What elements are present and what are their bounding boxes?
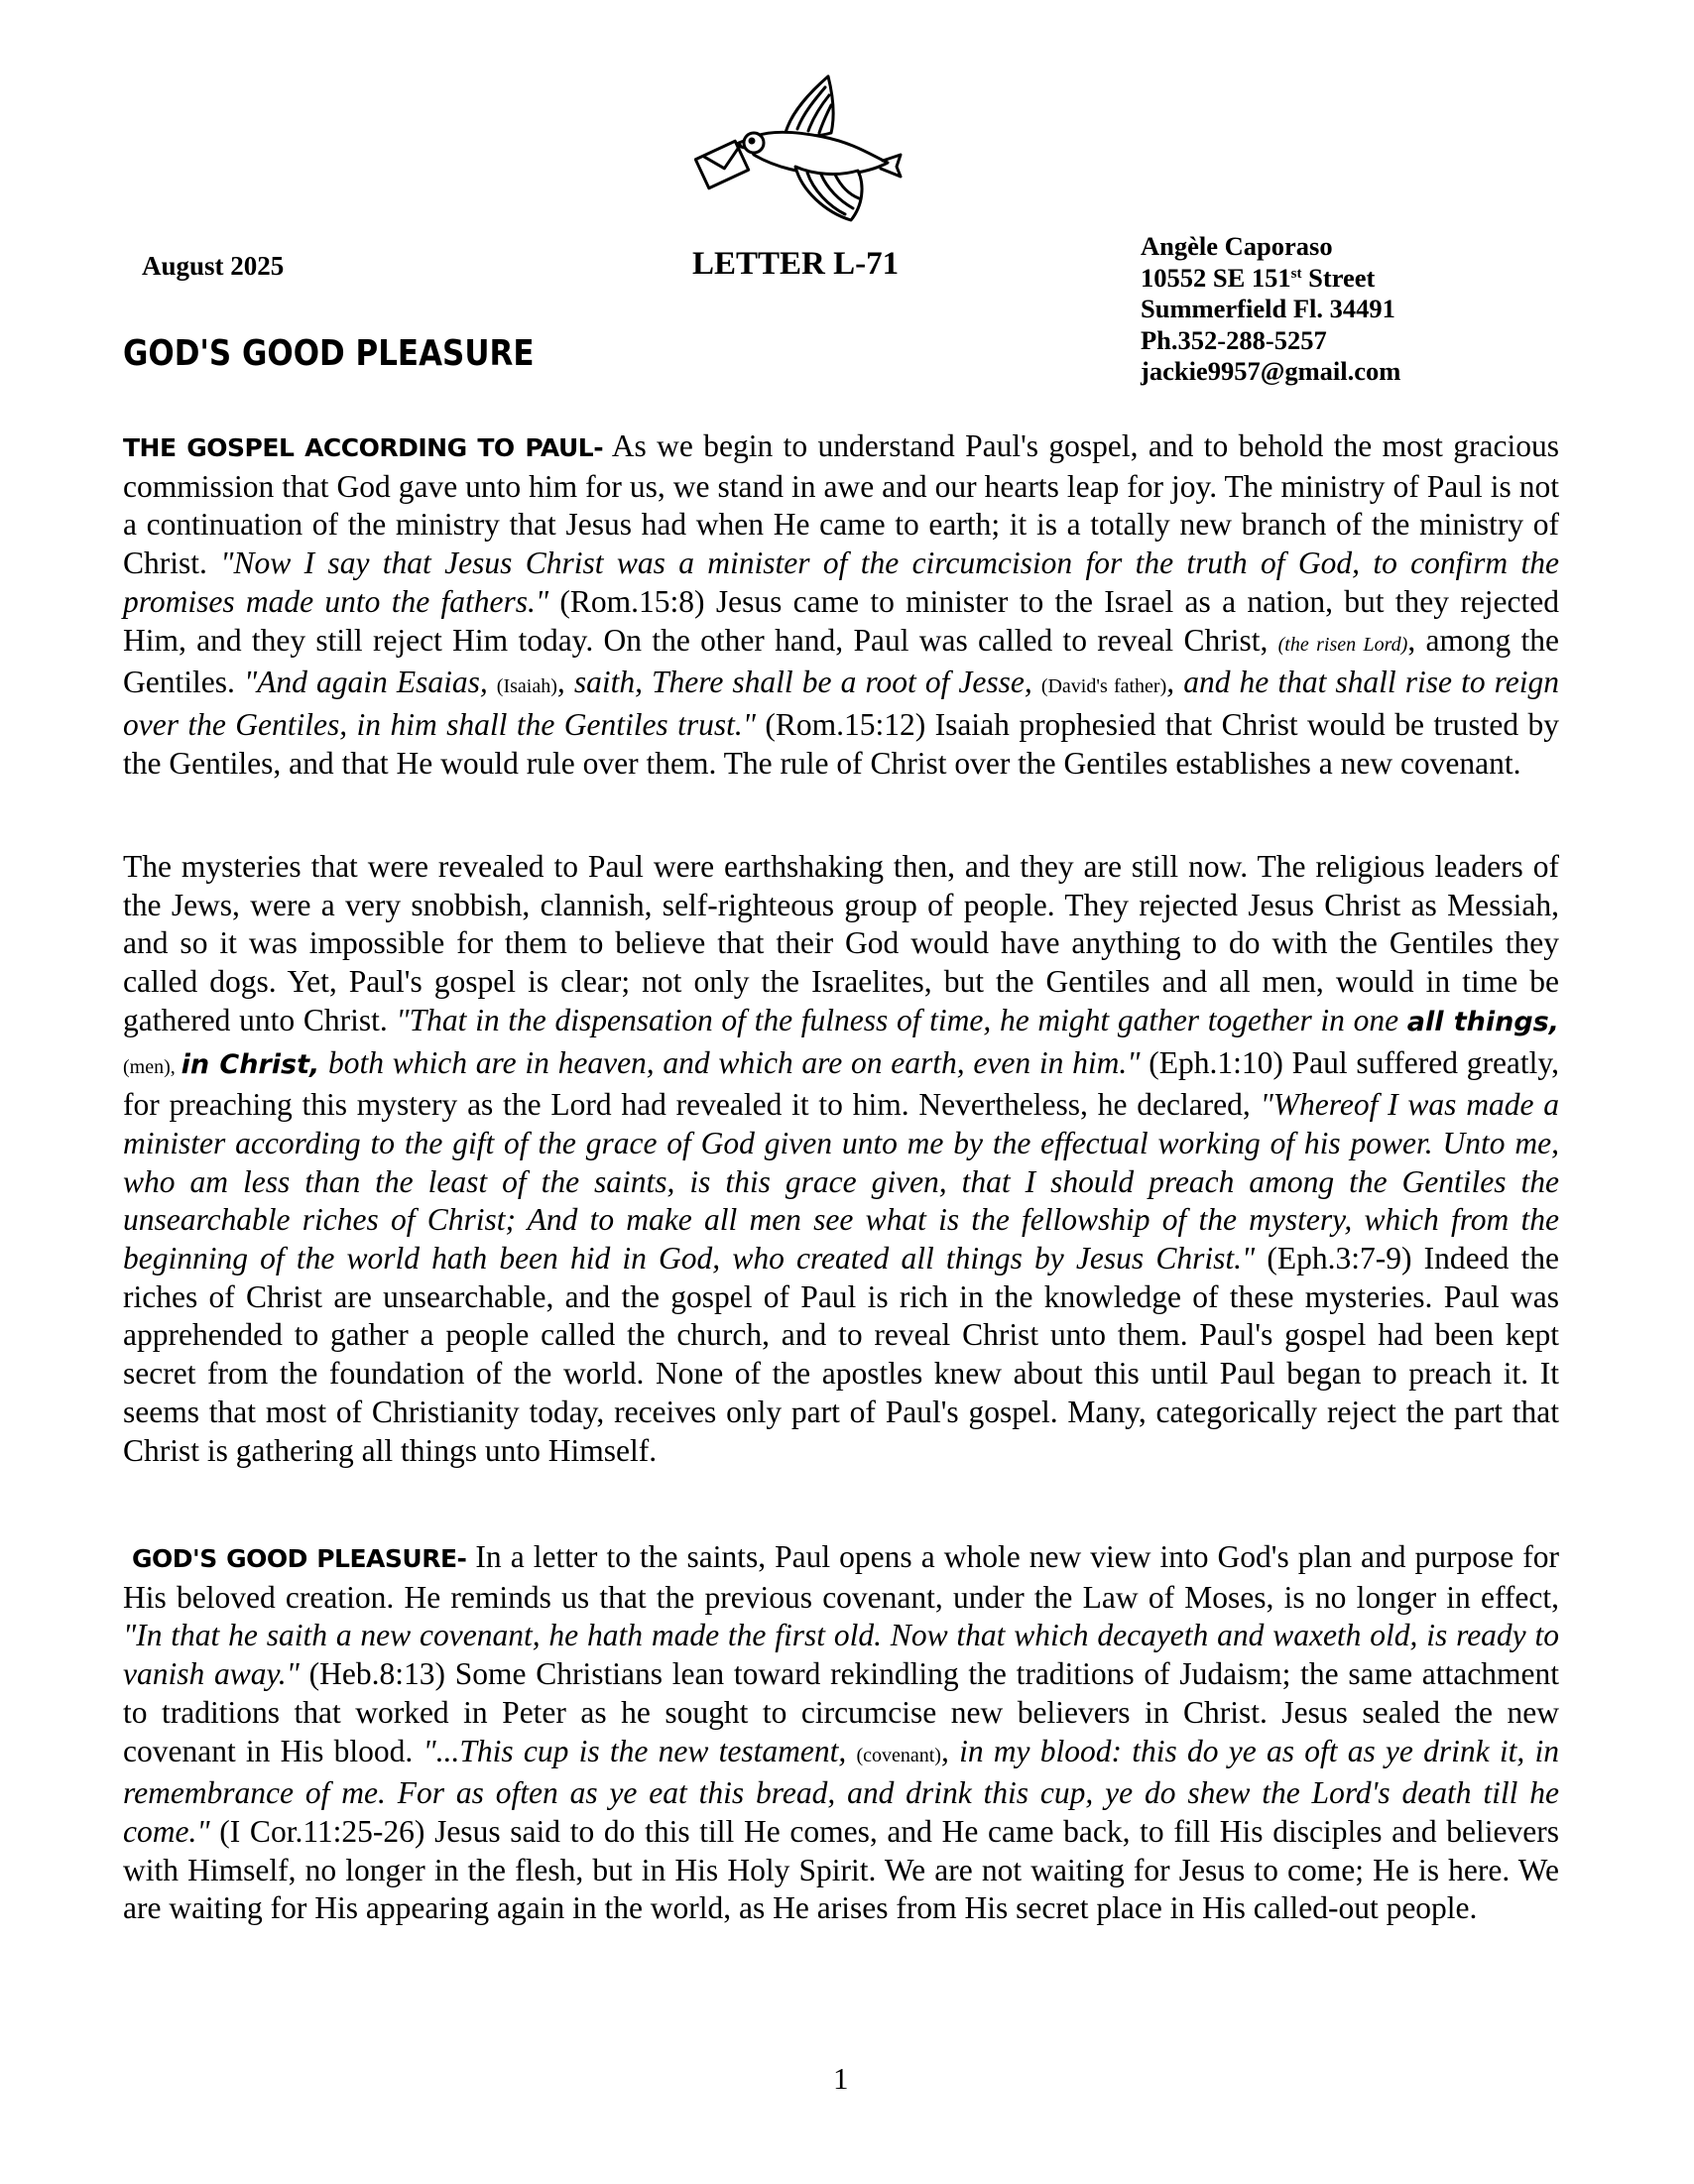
emphasis: in Christ,	[181, 1048, 320, 1080]
inline-note: (Isaiah)	[496, 675, 557, 698]
page-number: 1	[833, 2061, 849, 2096]
scripture-quote: "...This cup is the new testament,	[423, 1733, 857, 1768]
sender-street: 10552 SE 151st Street	[1141, 262, 1376, 293]
paragraph-mysteries: The mysteries that were revealed to Paul were earthshaking then, and they are still now. The religious leaders of the Jews, were a very snobbish, clannish, self-righteous group of people. They rejected Jesus Christ as Messiah, and so it was impossible for them to believe that their God would have anything to do with the Gentiles they called dogs. Yet, Paul's gospel is clear; not only the Israelites, but the Gentiles and all men, would in time be gathered unto Christ. "That in the dispensation of the fulness of time, he might gather together in one all things, (men), in Christ, both which are in heaven, and which are on earth, even in him." (Eph.1:10) Paul suffered greatly, for preaching this mystery as the Lord had revealed it to him. Nevertheless, he declared, "Whereof I was made a minister according to the gift of the grace of God given unto me by the effectual working of his power. Unto me, who am less than the least of the saints, is this grace given, that I should preach among the Gentiles the unsearchable riches of Christ; And to make all men see what is the fellowship of the mystery, which from the beginning of the world hath been hid in God, who created all things by Jesus Christ." (Eph.3:7-9) Indeed the riches of Christ are unsearchable, and the gospel of Paul is rich in the knowledge of these mysteries. Paul was apprehended to gather a people called the church, and to reveal Christ unto them. Paul's gospel had been kept secret from the foundation of the world. None of the apostles knew about this until Paul began to preach it. It seems that most of Christianity today, receives only part of Paul's gospel. Many, categorically reject the part that Christ is gathering all things unto Himself.	[123, 849, 1560, 1468]
dove-with-letter-icon	[694, 71, 903, 240]
sender-address	[1141, 231, 1400, 388]
letter-number: LETTER L-71	[692, 246, 900, 282]
sender-email: jackie9957@gmail.com	[1141, 356, 1401, 386]
scripture-quote: "And again Esaias,	[243, 665, 497, 700]
emphasis: all things,	[1406, 1006, 1560, 1037]
scripture-quote: "Now I say that Jesus Christ was a minister of the circumcision for the truth of God, to confirm the promises made unto the fathers."	[123, 546, 1560, 619]
scripture-quote: "That in the dispensation of the fulness of time, he might gather together in one	[396, 1002, 1407, 1037]
section-heading: GOD'S GOOD PLEASURE-	[132, 1544, 467, 1573]
sender-phone: Ph.352-288-5257	[1141, 324, 1327, 355]
scripture-quote: "Whereof I was made a minister according to the gift of the grace of God given unto me by the effectual working of his power. Unto me, who am less than the least of the saints, is this grace given, that I should preach among the Gentiles the unsearchable riches of Christ; And to make all men see what is the fellowship of the mystery, which from the beginning of the world hath been hid in God, who created all things by Jesus Christ."	[123, 1087, 1559, 1276]
letter-date: August 2025	[142, 251, 285, 281]
inline-note: (the risen Lord)	[1277, 633, 1408, 656]
section-heading: THE GOSPEL ACCORDING TO PAUL-	[123, 433, 604, 462]
scripture-quote: "In that he saith a new covenant, he hath made the first old. Now that which decayeth and waxeth old, is ready to vanish away."	[123, 1618, 1559, 1692]
document-title: GOD'S GOOD PLEASURE	[123, 333, 535, 374]
inline-note: (covenant)	[856, 1744, 941, 1766]
sender-city: Summerfield Fl. 34491	[1141, 294, 1395, 323]
paragraph-gospel-according-to-paul: THE GOSPEL ACCORDING TO PAUL- As we begin to understand Paul's gospel, and to behold the most gracious commission that God gave unto him for us, we stand in awe and our hearts leap for joy. The ministry of Paul is not a continuation of the ministry that Jesus had when He came to earth; it is a totally new branch of the ministry of Christ. "Now I say that Jesus Christ was a minister of the circumcision for the truth of God, to confirm the promises made unto the fathers." (Rom.15:8) Jesus came to minister to the Israel as a nation, but they rejected Him, and they still reject Him today. On the other hand, Paul was called to reveal Christ, (the risen Lord), among the Gentiles. "And again Esaias, (Isaiah), saith, There shall be a root of Jesse, (David's father), and he that shall rise to reign over the Gentiles, in him shall the Gentiles trust." (Rom.15:12) Isaiah prophesied that Christ would be trusted by the Gentiles, and that He would rule over them. The rule of Christ over the Gentiles establishes a new covenant.	[123, 428, 1560, 781]
sender-name: Angèle Caporaso	[1141, 231, 1333, 261]
inline-note: (David's father)	[1040, 675, 1167, 698]
paragraph-gods-good-pleasure: GOD'S GOOD PLEASURE- In a letter to the saints, Paul opens a whole new view into God's plan and purpose for His beloved creation. He reminds us that the previous covenant, under the Law of Moses, is no longer in effect, "In that he saith a new covenant, he hath made the first old. Now that which decayeth and waxeth old, is ready to vanish away." (Heb.8:13) Some Christians lean toward rekindling the traditions of Judaism; the same attachment to traditions that worked in Peter as he sought to circumcise new believers in Christ. Jesus sealed the new covenant in His blood. "...This cup is the new testament, (covenant), in my blood: this do ye as oft as ye drink it, in remembrance of me. For as often as ye eat this bread, and drink this cup, ye do shew the Lord's death till he come." (I Cor.11:25-26) Jesus said to do this till He comes, and He came back, to fill His disciples and believers with Himself, no longer in the flesh, but in His Holy Spirit. We are not waiting for Jesus to come; He is here. We are waiting for His appearing again in the world, as He arises from His secret place in His called-out people.	[123, 1539, 1559, 1926]
inline-note: (men),	[123, 1055, 182, 1078]
